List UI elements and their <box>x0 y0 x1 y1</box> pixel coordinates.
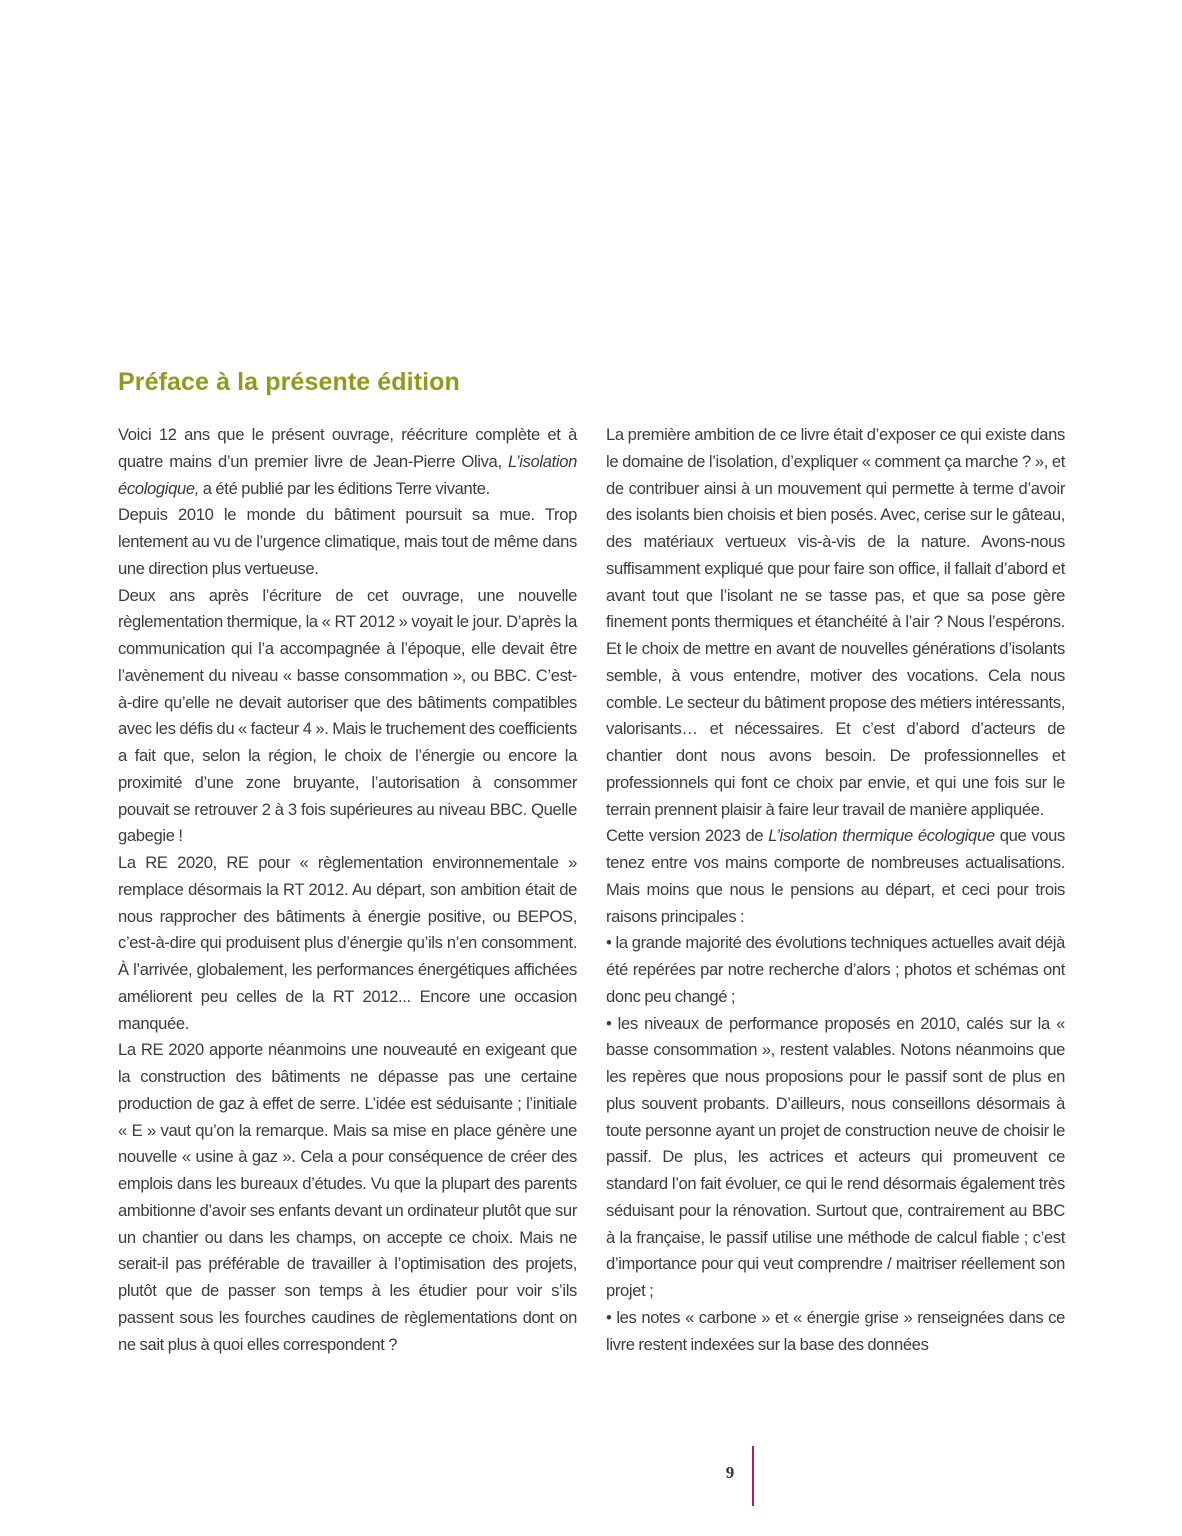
paragraph: Deux ans après l’écriture de cet ouvrage, une nouvelle règlementation thermique, la « RT 2012 » voyait le jour. D’après la communication qui l’a accompagnée à l’époque, elle devait être l’avènement du niveau « basse consommation », ou BBC. C’est-à-dire qu’elle ne devait autoriser que des bâtiments compatibles avec les défis du « facteur 4 ». Mais le truchement des coefficients a fait que, selon la région, le choix de l’énergie ou encore la proximité d’une zone bruyante, l’autorisation à consommer pouvait se retrouver 2 à 3 fois supérieures au niveau BBC. Quelle gabegie ! <box>118 585 577 846</box>
bullet-item: • la grande majorité des évolutions techniques actuelles avait déjà été repérées par notre recherche d’alors ; photos et schémas ont donc peu changé ; <box>606 933 1065 1006</box>
page-number: 9 <box>725 1463 735 1482</box>
paragraph-text: Cette version 2023 de <box>606 826 769 846</box>
bullet-item: • les notes « carbone » et « énergie grise » renseignées dans ce livre restent indexées sur la base des données <box>606 1307 1065 1354</box>
paragraph-text: a été publié par les éditions Terre vivante. <box>199 478 490 498</box>
paragraph-text: Voici 12 ans que le présent ouvrage, réécriture complète et à quatre mains d’un premier livre de Jean-Pierre Oliva, <box>118 425 577 471</box>
left-column <box>118 422 577 1358</box>
paragraph: Depuis 2010 le monde du bâtiment poursuit sa mue. Trop lentement au vu de l’urgence climatique, mais tout de même dans une direction plus vertueuse. <box>118 505 577 578</box>
right-column <box>606 422 1065 1358</box>
book-title: L’isolation écologique, <box>118 451 577 498</box>
book-title: L’isolation thermique écologique <box>768 826 995 846</box>
page-title: Préface à la présente édition <box>118 368 460 396</box>
paragraph-text: que vous tenez entre vos mains comporte de nombreuses actualisations. Mais moins que nous le pensions au départ, et ceci pour trois raisons principales : <box>606 826 1065 926</box>
paragraph <box>606 823 1065 930</box>
bullet-item: • les niveaux de performance proposés en 2010, calés sur la « basse consommation », restent valables. Notons néanmoins que les repères que nous proposions pour le passif sont de plus en plus souvent probants. D’ailleurs, nous conseillons désormais à toute personne ayant un projet de construction neuve de choisir le passif. De plus, les actrices et acteurs qui promeuvent ce standard l’on fait évoluer, ce qui le rend désormais également très séduisant pour la rénovation. Surtout que, contrairement au BBC à la française, le passif utilise une méthode de calcul fiable ; c’est d’importance pour qui veut comprendre / maitriser réellement son projet ; <box>606 1013 1065 1300</box>
paragraph <box>118 422 577 502</box>
paragraph: La première ambition de ce livre était d’exposer ce qui existe dans le domaine de l’isolation, d’expliquer « comment ça marche ? », et de contribuer ainsi à un mouvement qui permette à terme d’avoir des isolants bien choisis et bien posés. Avec, cerise sur le gâteau, des matériaux vertueux vis-à-vis de la nature. Avons-nous suffisamment expliqué que pour faire son office, il fallait d’abord et avant tout que l’isolant ne se tasse pas, et que sa pose gère finement ponts thermiques et étanchéité à l’air ? Nous l’espérons. Et le choix de mettre en avant de nouvelles générations d’isolants semble, à vous entendre, motiver des vocations. Cela nous comble. Le secteur du bâtiment propose des métiers intéressants, valorisants… et nécessaires. Et c’est d’abord d’acteurs de chantier dont nous avons besoin. De professionnelles et professionnels qui font ce choix par envie, et qui une fois sur le terrain prennent plaisir à faire leur travail de manière appliquée. <box>606 425 1065 819</box>
paragraph: La RE 2020, RE pour « règlementation environnementale » remplace désormais la RT 2012. Au départ, son ambition était de nous rapprocher des bâtiments à énergie positive, ou BEPOS, c’est-à-dire qui produisent plus d’énergie qu’ils n’en consomment. À l’arrivée, globalement, les performances énergétiques affichées améliorent peu celles de la RT 2012... Encore une occasion manquée. <box>118 853 577 1033</box>
page-rule-divider <box>752 1446 754 1506</box>
paragraph: La RE 2020 apporte néanmoins une nouveauté en exigeant que la construction des bâtiments ne dépasse pas une certaine production de gaz à effet de serre. L’idée est séduisante ; l’initiale « E » vaut qu’on la remarque. Mais sa mise en place génère une nouvelle « usine à gaz ». Cela a pour conséquence de créer des emplois dans les bureaux d’études. Vu que la plupart des parents ambitionne d’avoir ses enfants devant un ordinateur plutôt que sur un chantier ou dans les champs, on accepte ce choix. Mais ne serait-il pas préférable de travailler à l’optimisation des projets, plutôt que de passer son temps à les étudier pour voir s’ils passent sous les fourches caudines de règlementations dont on ne sait plus à quoi elles correspondent ? <box>118 1040 577 1354</box>
